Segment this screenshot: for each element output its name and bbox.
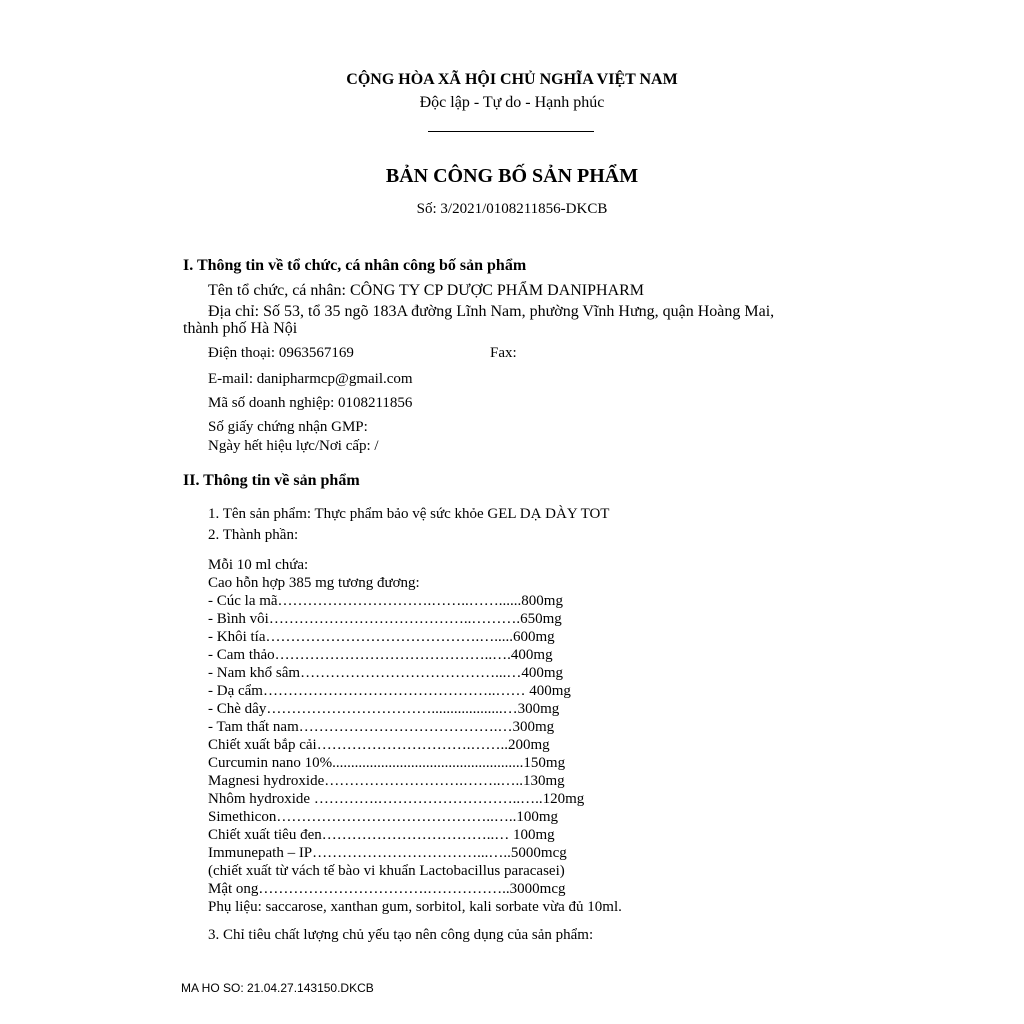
ingredient-row: Immunepath – IP……………………………...…..5000mcg [208,845,567,861]
excipients: Phụ liệu: saccarose, xanthan gum, sorbitol, kali sorbate vừa đủ 10ml. [208,899,622,915]
section2-heading: II. Thông tin về sản phẩm [183,472,360,489]
section1-heading: I. Thông tin về tổ chức, cá nhân công bố sản phẩm [183,257,527,274]
extract-mix: Cao hỗn hợp 385 mg tương đương: [208,575,420,591]
product-name: 1. Tên sản phẩm: Thực phẩm bảo vệ sức khỏe GEL DẠ DÀY TOT [208,506,610,522]
ingredient-row: - Chè dây……………………………...................…300mg [208,701,560,717]
ingredient-row: - Dạ cẩm………………………………………..…… 400mg [208,683,571,699]
document-title: BẢN CÔNG BỐ SẢN PHẨM [385,165,639,187]
expiry-issuer: Ngày hết hiệu lực/Nơi cấp: / [208,438,379,454]
ingredient-row: Magnesi hydroxide……………………….……..…..130mg [208,773,565,789]
ingredient-row: Mật ong…………………………….……………..3000mcg [208,881,566,897]
ingredient-row: Nhôm hydroxide ………….………………………..…..120mg [208,791,585,807]
ingredient-row: - Bình vôi…………………………………..……….650mg [208,611,562,627]
file-code: MA HO SO: 21.04.27.143150.DKCB [181,981,374,995]
ingredient-row: Chiết xuất tiêu đen……………………………..… 100mg [208,827,555,843]
ingredient-row: - Cúc la mã………………………….……..……......800mg [208,593,563,609]
email: E-mail: danipharmcp@gmail.com [208,371,413,387]
ingredient-row: Simethicon……………………………………..…..100mg [208,809,558,825]
document-number: Số: 3/2021/0108211856-DKCB [416,201,608,217]
fax: Fax: [490,345,517,361]
country-header: CỘNG HÒA XÃ HỘI CHỦ NGHĨA VIỆT NAM [346,71,678,88]
phone: Điện thoại: 0963567169 [208,345,354,361]
quality-criteria-heading: 3. Chỉ tiêu chất lượng chủ yếu tạo nên công dụng của sản phẩm: [208,927,594,943]
composition-label: 2. Thành phần: [208,527,299,543]
tax-code: Mã số doanh nghiệp: 0108211856 [208,395,413,411]
ingredient-note: (chiết xuất từ vách tế bào vi khuẩn Lactobacillus paracasei) [208,863,565,879]
ingredient-row: Curcumin nano 10%...................................................150mg [208,755,566,771]
ingredient-row: - Tam thất nam………………………………….…300mg [208,719,555,735]
address-line-2: thành phố Hà Nội [183,320,298,337]
ingredient-row: Chiết xuất bắp cải………………………….……..200mg [208,737,550,753]
ingredient-row: - Cam thảo……………………………………..….400mg [208,647,553,663]
header-divider [428,131,594,132]
org-name: Tên tổ chức, cá nhân: CÔNG TY CP DƯỢC PHẨM DANIPHARM [208,282,645,299]
address-line-1: Địa chỉ: Số 53, tổ 35 ngõ 183A đường Lĩnh Nam, phường Vĩnh Hưng, quận Hoàng Mai, [208,303,775,320]
per-volume: Mỗi 10 ml chứa: [208,557,309,573]
gmp-certificate: Số giấy chứng nhận GMP: [208,419,368,435]
ingredient-row: - Nam khổ sâm…………………………………...…400mg [208,665,563,681]
ingredient-list [208,556,622,916]
ingredient-row: - Khôi tía…………………………………….….....600mg [208,629,555,645]
national-motto: Độc lập - Tự do - Hạnh phúc [419,94,605,111]
